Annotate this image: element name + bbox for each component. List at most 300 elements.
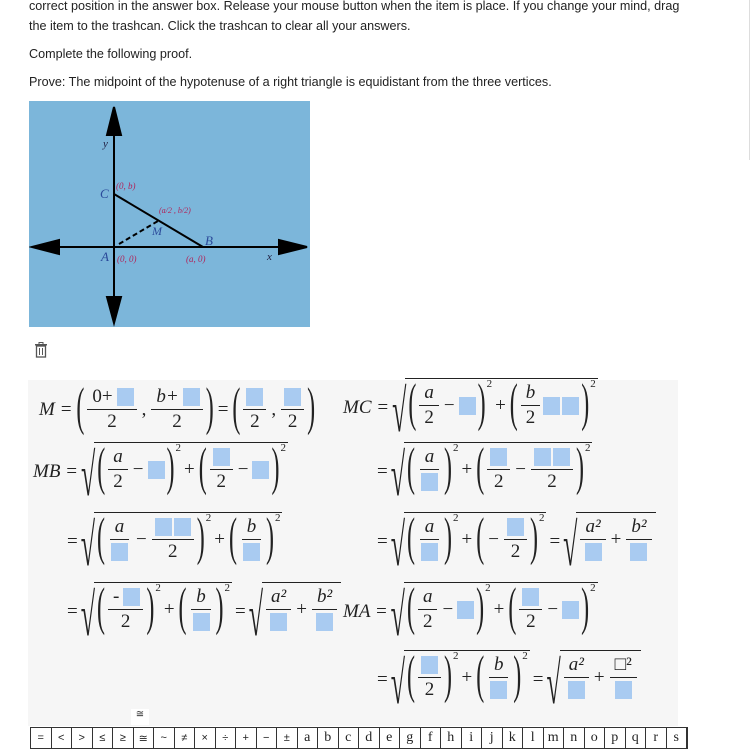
math-text: = [235, 600, 246, 622]
numerator [531, 446, 573, 470]
right-paren: ) [215, 579, 224, 637]
square-root [563, 511, 655, 579]
math-text: = [532, 668, 544, 690]
palette-item[interactable]: = [31, 728, 52, 748]
palette-item[interactable]: × [195, 728, 216, 748]
denominator [418, 610, 438, 633]
exponent: 2 [280, 442, 286, 454]
numerator [564, 654, 589, 678]
fraction [418, 446, 441, 493]
exponent: 2 [453, 512, 459, 524]
fraction [240, 516, 263, 563]
left-paren: ( [508, 579, 517, 637]
answer-blank[interactable] [562, 397, 579, 415]
answer-blank[interactable] [568, 681, 585, 699]
palette-item[interactable]: ≅ [134, 728, 155, 748]
answer-blank[interactable] [615, 681, 632, 699]
answer-blank[interactable] [507, 518, 524, 536]
fraction [418, 654, 441, 701]
math-text: , [141, 398, 147, 420]
parenthesized-group [406, 647, 459, 705]
complete-proof-text: Complete the following proof. [29, 47, 193, 61]
answer-blank[interactable] [284, 388, 301, 406]
parenthesized-group [198, 439, 286, 497]
math-text: − [442, 598, 454, 620]
math-text: − [132, 458, 144, 480]
math-text: = [549, 530, 561, 552]
denominator [116, 610, 136, 633]
math-text: + [593, 666, 605, 688]
equation-mc-step2 [374, 439, 592, 509]
math-text: 2 [287, 411, 298, 432]
radical-sign: √ [392, 377, 407, 445]
answer-blank[interactable] [183, 388, 200, 406]
math-text: a [424, 446, 435, 467]
answer-blank[interactable] [585, 543, 602, 561]
radical-sign: √ [80, 511, 95, 579]
x-axis-label: x [267, 251, 272, 263]
square-root [546, 649, 640, 717]
exponent: 2 [453, 650, 459, 662]
palette-item[interactable]: b [318, 728, 339, 748]
denominator [167, 410, 187, 433]
left-paren: ( [476, 439, 485, 497]
denominator [521, 406, 541, 429]
math-text: M = [39, 398, 73, 420]
equation-mc-step3 [374, 509, 656, 579]
numerator [420, 516, 440, 540]
right-paren: ) [575, 439, 584, 497]
triangle-diagram [29, 101, 310, 327]
denominator [487, 678, 510, 701]
exponent: 2 [538, 512, 545, 524]
math-text: 2 [107, 411, 117, 432]
palette-item[interactable]: ~ [154, 728, 175, 748]
numerator [151, 386, 202, 410]
left-paren: ( [407, 439, 415, 497]
left-paren: ( [232, 379, 241, 437]
left-paren: ( [509, 375, 518, 433]
vertex-b-label: B [205, 233, 213, 248]
math-text: + [296, 598, 307, 620]
radical-sign: √ [81, 441, 96, 509]
numerator [418, 654, 441, 678]
math-text: = [377, 530, 388, 552]
palette-item[interactable]: g [400, 728, 421, 748]
palette-item[interactable]: m [544, 728, 565, 748]
trashcan-icon[interactable] [34, 342, 48, 358]
math-text: = [377, 460, 388, 482]
palette-item[interactable]: i [462, 728, 483, 748]
palette-item[interactable]: − [257, 728, 278, 748]
radical-sign: √ [248, 581, 264, 649]
math-text: , [271, 398, 277, 420]
parenthesized-group [475, 509, 545, 567]
palette-item[interactable]: c [339, 728, 360, 748]
math-text: a² [568, 654, 584, 675]
answer-blank[interactable] [522, 588, 539, 606]
answer-blank[interactable] [630, 543, 647, 561]
exponent: 2 [274, 512, 281, 524]
right-paren: ) [444, 647, 452, 705]
equation-mb [30, 439, 288, 509]
fraction [626, 516, 651, 563]
answer-blank[interactable] [421, 473, 438, 491]
right-paren: ) [444, 509, 452, 567]
palette-item[interactable]: > [72, 728, 93, 748]
fraction [190, 586, 213, 633]
answer-blank[interactable] [459, 397, 476, 415]
answer-blank[interactable] [562, 601, 579, 619]
radical-sign: √ [546, 649, 561, 717]
numerator [281, 386, 304, 410]
left-paren: ( [178, 579, 187, 637]
palette-item[interactable]: p [605, 728, 626, 748]
fraction [610, 654, 637, 701]
parenthesized-group [475, 439, 591, 497]
palette-item[interactable]: j [482, 728, 503, 748]
fraction [504, 516, 527, 563]
math-text: 2 [526, 611, 536, 632]
left-paren: ( [406, 579, 415, 637]
math-text: + [495, 394, 506, 416]
square-root [392, 375, 598, 445]
equation-ma-step2 [374, 647, 641, 717]
math-text: - [113, 586, 120, 607]
answer-blank[interactable] [111, 543, 128, 561]
y-axis-label: y [103, 138, 108, 150]
numerator [210, 446, 233, 470]
palette-item[interactable]: r [646, 728, 667, 748]
numerator [108, 446, 128, 470]
palette-item[interactable]: + [236, 728, 257, 748]
fraction [531, 446, 573, 493]
palette-item[interactable]: q [626, 728, 647, 748]
vertex-b-coord: (a, 0) [186, 254, 206, 264]
right-paren: ) [166, 439, 175, 497]
palette-item[interactable]: h [441, 728, 462, 748]
midpoint-m-label: M [152, 224, 162, 238]
math-text: MB = [33, 460, 79, 482]
parenthesized-group [475, 647, 528, 705]
radicand [405, 375, 597, 433]
fraction [519, 586, 542, 633]
palette-item[interactable]: ≥ [113, 728, 134, 748]
denominator [489, 470, 509, 493]
answer-blank[interactable] [243, 543, 260, 561]
parenthesized-group [231, 379, 316, 437]
math-text: a [424, 516, 435, 537]
math-text: 2 [547, 471, 557, 492]
parenthesized-group [96, 439, 182, 497]
square-root [81, 439, 288, 509]
math-text: b [246, 516, 257, 537]
fraction [152, 516, 194, 563]
radical-sign: √ [390, 511, 405, 579]
math-text: − [443, 394, 455, 416]
radicand [560, 650, 641, 701]
answer-blank[interactable] [490, 448, 507, 466]
fraction [521, 382, 541, 429]
fraction [87, 386, 136, 433]
palette-item[interactable]: < [52, 728, 73, 748]
palette-item[interactable]: l [523, 728, 544, 748]
fraction [419, 382, 439, 429]
right-paren: ) [146, 579, 155, 637]
answer-blank[interactable] [421, 543, 438, 561]
drag-tile-congruent[interactable]: ≅ [131, 709, 149, 725]
radicand [94, 509, 282, 567]
exponent: 2 [584, 442, 591, 454]
math-text: a [113, 446, 123, 467]
exponent: 2 [590, 582, 596, 594]
square-root [390, 579, 598, 649]
symbol-palette [30, 727, 688, 749]
radical-sign: √ [80, 581, 95, 649]
math-text: + [214, 528, 225, 550]
vertex-c-label: C [100, 186, 109, 201]
radicand [94, 439, 288, 497]
math-text: 2 [493, 471, 504, 492]
parenthesized-group [509, 375, 596, 433]
parenthesized-group [228, 509, 281, 567]
right-paren: ) [476, 579, 485, 637]
fraction [281, 386, 304, 433]
denominator [267, 610, 290, 633]
math-text: □² [614, 654, 632, 675]
denominator [211, 470, 231, 493]
answer-blank[interactable] [174, 518, 191, 536]
left-paren: ( [407, 509, 415, 567]
fraction [108, 446, 128, 493]
numerator [266, 586, 291, 610]
fraction [564, 654, 589, 701]
numerator [420, 446, 440, 470]
math-text: 2 [424, 407, 434, 428]
numerator [419, 382, 439, 406]
math-text: a [422, 586, 433, 607]
parenthesized-group [406, 509, 459, 567]
palette-item[interactable]: k [503, 728, 524, 748]
palette-item[interactable]: o [585, 728, 606, 748]
math-text: = [217, 398, 229, 420]
denominator [521, 610, 541, 633]
math-text: b [493, 654, 504, 675]
palette-item[interactable]: f [421, 728, 442, 748]
numerator [610, 654, 637, 678]
palette-item[interactable]: ± [277, 728, 298, 748]
math-text: 2 [525, 407, 536, 428]
math-text: MA = [343, 600, 388, 622]
math-text: − [547, 598, 559, 620]
radical-sign: √ [390, 441, 405, 509]
fraction [487, 446, 510, 493]
vertex-c-coord: (0, b) [116, 181, 136, 191]
denominator [418, 540, 441, 563]
fraction [312, 586, 337, 633]
instructions-line-1: correct position in the answer box. Release your mouse button when the item is place. If you change your mind, drag [29, 0, 680, 13]
math-text: = [67, 530, 78, 552]
math-text: + [610, 528, 622, 550]
exponent: 2 [205, 512, 212, 524]
answer-blank[interactable] [553, 448, 570, 466]
denominator [612, 678, 635, 701]
answer-blank[interactable] [252, 461, 269, 479]
numerator [626, 516, 651, 540]
fraction [580, 516, 605, 563]
denominator [542, 470, 562, 493]
math-text: = [67, 600, 78, 622]
numerator [242, 516, 262, 540]
palette-item[interactable]: a [298, 728, 319, 748]
fraction [418, 586, 438, 633]
answer-blank[interactable] [421, 656, 438, 674]
radical-sign: √ [390, 581, 405, 649]
numerator [489, 654, 509, 678]
denominator [419, 406, 439, 429]
math-text: 2 [250, 411, 260, 432]
right-paren: ) [307, 379, 316, 437]
radical-sign: √ [390, 649, 405, 717]
denominator [420, 678, 440, 701]
exponent: 2 [486, 378, 493, 390]
radicand [94, 579, 232, 637]
denominator [627, 540, 650, 563]
square-root [80, 579, 232, 649]
math-text: b [196, 586, 206, 607]
answer-blank[interactable] [534, 448, 551, 466]
parenthesized-group [96, 509, 212, 567]
answer-blank[interactable] [213, 448, 230, 466]
parenthesized-group [75, 379, 214, 437]
math-text: = [377, 668, 388, 690]
math-text: 2 [167, 541, 178, 562]
answer-blank[interactable] [155, 518, 172, 536]
math-text: + [184, 458, 195, 480]
math-text: a² [271, 586, 287, 607]
fraction [266, 586, 291, 633]
fraction [108, 586, 143, 633]
numerator [519, 586, 542, 610]
denominator [163, 540, 183, 563]
denominator [283, 410, 303, 433]
palette-item[interactable]: e [380, 728, 401, 748]
parenthesized-group [406, 579, 491, 637]
math-text: − [136, 528, 147, 550]
answer-blank[interactable] [270, 613, 287, 631]
math-text: 0+ [92, 386, 113, 407]
left-paren: ( [476, 509, 485, 567]
square-root [248, 581, 341, 649]
parenthesized-group [96, 579, 161, 637]
radicand [404, 579, 598, 637]
palette-item[interactable]: s [667, 728, 688, 748]
exponent: 2 [175, 442, 182, 454]
left-paren: ( [476, 647, 485, 705]
right-paren: ) [581, 579, 590, 637]
numerator [504, 516, 527, 540]
palette-item[interactable]: ≤ [93, 728, 114, 748]
numerator [521, 382, 541, 406]
right-paren: ) [581, 375, 590, 433]
math-text: + [461, 528, 473, 550]
math-text: b² [631, 516, 647, 537]
left-paren: ( [198, 439, 207, 497]
answer-blank[interactable] [148, 461, 165, 479]
palette-item[interactable]: ÷ [216, 728, 237, 748]
answer-blank[interactable] [457, 601, 474, 619]
numerator [418, 586, 438, 610]
fraction [243, 386, 266, 433]
right-paren: ) [477, 375, 486, 433]
answer-blank[interactable] [543, 397, 560, 415]
right-paren: ) [196, 509, 205, 567]
square-root [390, 647, 530, 717]
left-paren: ( [407, 647, 415, 705]
answer-blank[interactable] [117, 388, 134, 406]
right-paren: ) [529, 509, 538, 567]
denominator [582, 540, 605, 563]
math-text: b+ [156, 386, 179, 407]
equation-mb-step2 [64, 509, 282, 579]
right-paren: ) [271, 439, 280, 497]
math-text: 2 [113, 471, 123, 492]
denominator [418, 470, 441, 493]
answer-blank[interactable] [123, 588, 140, 606]
radicand [262, 582, 341, 633]
left-paren: ( [408, 375, 417, 433]
square-root [390, 439, 593, 509]
denominator [506, 540, 526, 563]
palette-item[interactable]: ≠ [175, 728, 196, 748]
equation-mb-step3 [64, 579, 341, 649]
math-text: + [461, 458, 473, 480]
palette-item[interactable]: d [359, 728, 380, 748]
denominator [313, 610, 336, 633]
instructions-line-2: the item to the trashcan. Click the trashcan to clear all your answers. [29, 19, 411, 33]
right-paren: ) [205, 379, 214, 437]
answer-blank[interactable] [246, 388, 263, 406]
math-text: a [114, 516, 125, 537]
math-text: 2 [424, 679, 435, 700]
math-text: b [525, 382, 536, 403]
square-root [80, 509, 283, 579]
midpoint-m-coord: (a/2 , b/2) [159, 206, 191, 215]
equation-ma [340, 579, 598, 649]
exponent: 2 [522, 650, 528, 662]
proof-answer-area [28, 375, 678, 726]
denominator [190, 610, 213, 633]
answer-blank[interactable] [193, 613, 210, 631]
palette-item[interactable]: n [564, 728, 585, 748]
numerator [312, 586, 337, 610]
prove-statement: Prove: The midpoint of the hypotenuse of a right triangle is equidistant from the three vertices. [29, 75, 552, 89]
math-text: 2 [216, 471, 226, 492]
parenthesized-group [178, 579, 231, 637]
vertex-a-coord: (0, 0) [117, 254, 137, 264]
math-text: + [493, 598, 505, 620]
math-text: b² [316, 586, 333, 607]
denominator [240, 540, 263, 563]
equation-mc [340, 375, 598, 445]
math-text: − [515, 458, 526, 480]
left-paren: ( [97, 439, 106, 497]
answer-blank[interactable] [316, 613, 333, 631]
radicand [404, 647, 530, 705]
math-text: 2 [422, 611, 433, 632]
answer-blank[interactable] [490, 681, 507, 699]
parenthesized-group [406, 439, 459, 497]
